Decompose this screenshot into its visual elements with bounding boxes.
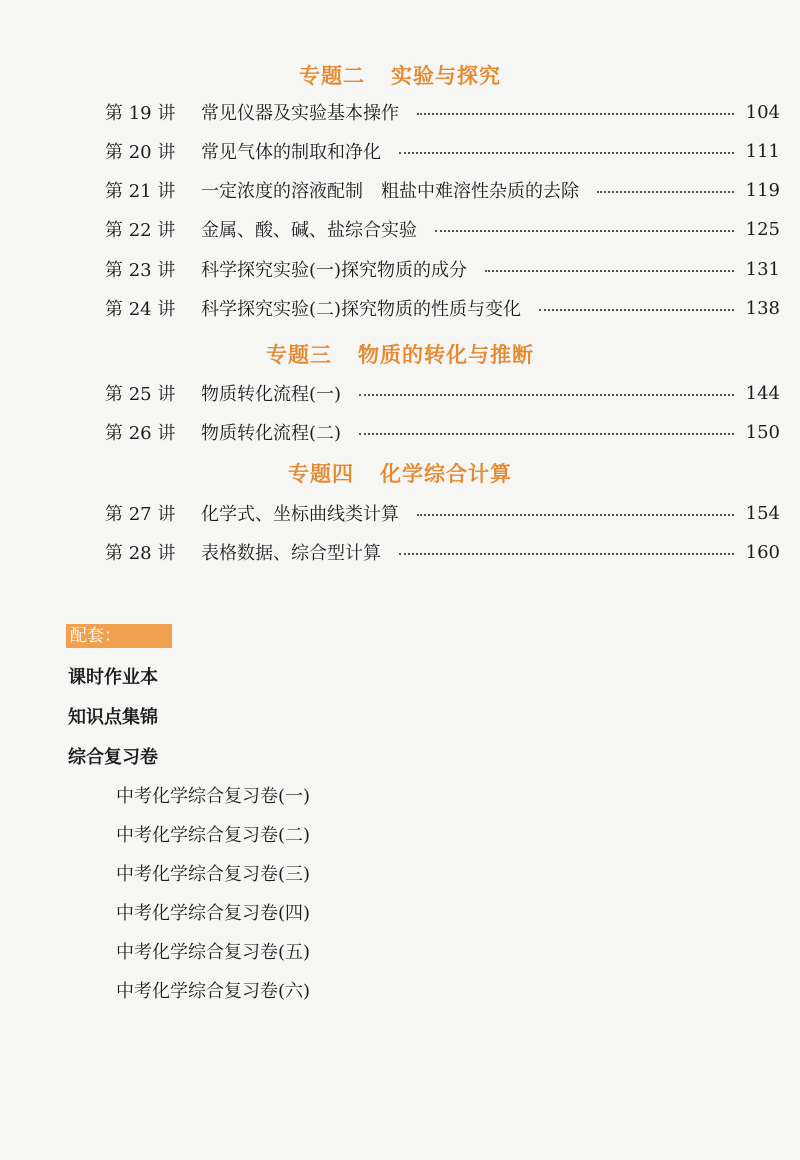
dot-leader [417,113,734,115]
section-name: 实验与探究 [391,64,501,88]
toc-entry-25[interactable] [105,378,780,408]
lecture-number: 第 25 讲 [105,384,176,405]
toc-entry-27[interactable] [105,498,780,528]
page-number: 125 [745,218,780,240]
toc-entry-26[interactable] [105,417,780,447]
dot-leader [417,514,734,516]
section-prefix: 专题三 [266,343,332,367]
section-title-3 [0,339,800,369]
section-name: 化学综合计算 [380,462,512,486]
review-paper-2: 中考化学综合复习卷(二) [116,825,311,846]
lecture-title: 科学探究实验(二)探究物质的性质与变化 [201,299,522,320]
section-prefix: 专题二 [299,64,365,88]
lecture-number: 第 21 讲 [105,181,176,202]
page-number: 160 [745,541,780,563]
toc-entry-21[interactable] [105,175,780,205]
lecture-number: 第 20 讲 [105,142,176,163]
toc-entry-20[interactable] [105,136,780,166]
dot-leader [359,433,734,435]
lecture-number: 第 26 讲 [105,423,176,444]
toc-entry-28[interactable] [105,537,780,567]
section-name: 物质的转化与推断 [358,343,534,367]
page-number: 111 [745,140,780,162]
companion-item-knowledge: 知识点集锦 [68,707,158,728]
lecture-title: 金属、酸、碱、盐综合实验 [201,220,417,241]
lecture-title: 一定浓度的溶液配制 粗盐中难溶性杂质的去除 [201,181,579,202]
review-paper-4: 中考化学综合复习卷(四) [116,903,311,924]
lecture-title: 科学探究实验(一)探究物质的成分 [201,260,468,281]
lecture-title: 物质转化流程(二) [201,423,342,444]
dot-leader [399,553,734,555]
section-title-2 [0,60,800,90]
dot-leader [539,309,734,311]
lecture-number: 第 28 讲 [105,543,176,564]
toc-entry-24[interactable] [105,293,780,323]
lecture-number: 第 27 讲 [105,504,176,525]
lecture-title: 化学式、坐标曲线类计算 [201,504,399,525]
toc-entry-22[interactable] [105,214,780,244]
review-paper-6: 中考化学综合复习卷(六) [116,981,311,1002]
lecture-title: 常见气体的制取和净化 [201,142,381,163]
companion-item-homework: 课时作业本 [68,667,158,688]
section-title-4 [0,458,800,488]
toc-entry-23[interactable] [105,254,780,284]
page-number: 154 [745,502,780,524]
review-paper-3: 中考化学综合复习卷(三) [116,864,311,885]
dot-leader [435,230,734,232]
lecture-title: 表格数据、综合型计算 [201,543,381,564]
review-paper-5: 中考化学综合复习卷(五) [116,942,311,963]
lecture-title: 常见仪器及实验基本操作 [201,103,399,124]
lecture-number: 第 24 讲 [105,299,176,320]
lecture-number: 第 22 讲 [105,220,176,241]
companion-label: 配套： [66,624,172,648]
page-number: 150 [745,421,780,443]
section-prefix: 专题四 [288,462,354,486]
lecture-title: 物质转化流程(一) [201,384,342,405]
page-number: 119 [745,179,780,201]
review-paper-1: 中考化学综合复习卷(一) [116,786,311,807]
page-number: 131 [745,258,780,280]
page-number: 104 [745,101,780,123]
page-number: 144 [745,382,780,404]
dot-leader [359,394,734,396]
lecture-number: 第 23 讲 [105,260,176,281]
page-number: 138 [745,297,780,319]
toc-entry-19[interactable] [105,97,780,127]
lecture-number: 第 19 讲 [105,103,176,124]
dot-leader [399,152,734,154]
companion-item-review: 综合复习卷 [68,747,158,768]
dot-leader [597,191,734,193]
dot-leader [485,270,734,272]
